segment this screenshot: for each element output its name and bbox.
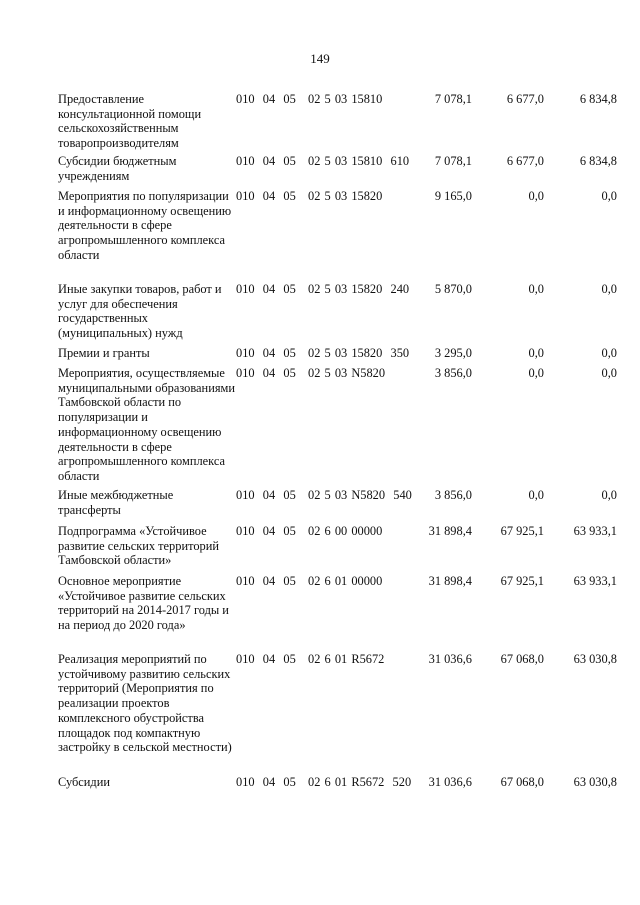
row-description: Мероприятия по популяризации и информационному освещению деятельности в сфере агропромышленного комплекса области <box>58 189 232 262</box>
row-code: 010 04 05 02 5 03 15810 <box>236 92 383 106</box>
row-code: 010 04 05 02 5 03 N5820 <box>236 366 386 380</box>
row-code: 010 04 05 02 6 01 R5672 <box>236 652 385 666</box>
row-value-3: 0,0 <box>601 282 617 296</box>
row-value-3: 63 030,8 <box>573 775 617 789</box>
row-code: 010 04 05 02 6 01 R5672 520 <box>236 775 412 789</box>
row-value-1: 31 036,6 <box>428 652 472 666</box>
row-code: 010 04 05 02 5 03 N5820 540 <box>236 488 412 502</box>
row-value-2: 67 925,1 <box>500 574 544 588</box>
row-value-3: 0,0 <box>601 488 617 502</box>
row-description: Подпрограмма «Устойчивое развитие сельских территорий Тамбовской области» <box>58 524 219 568</box>
row-value-2: 0,0 <box>528 488 544 502</box>
row-value-2: 67 925,1 <box>500 524 544 538</box>
row-value-2: 0,0 <box>528 346 544 360</box>
row-value-1: 31 036,6 <box>428 775 472 789</box>
row-code: 010 04 05 02 6 01 00000 <box>236 574 383 588</box>
row-description: Реализация мероприятий по устойчивому развитию сельских территорий (Мероприятия по реализации проектов комплексного обустройства площадок под компактную застройку в сельской местности) <box>58 652 232 755</box>
row-value-1: 31 898,4 <box>428 524 472 538</box>
row-value-1: 31 898,4 <box>428 574 472 588</box>
row-value-2: 6 677,0 <box>506 92 544 106</box>
row-value-1: 7 078,1 <box>434 92 472 106</box>
row-code: 010 04 05 02 5 03 15820 <box>236 189 383 203</box>
row-value-3: 63 933,1 <box>573 524 617 538</box>
row-value-3: 6 834,8 <box>579 92 617 106</box>
row-code: 010 04 05 02 5 03 15810 610 <box>236 154 410 168</box>
row-description: Субсидии бюджетным учреждениям <box>58 154 177 183</box>
row-value-1: 3 295,0 <box>434 346 472 360</box>
page-number: 149 <box>310 51 330 66</box>
row-value-1: 3 856,0 <box>434 488 472 502</box>
row-value-3: 0,0 <box>601 366 617 380</box>
row-description: Иные закупки товаров, работ и услуг для обеспечения государственных (муниципальных) нужд <box>58 282 222 341</box>
row-value-1: 9 165,0 <box>434 189 472 203</box>
row-description: Иные межбюджетные трансферты <box>58 488 174 517</box>
row-value-2: 67 068,0 <box>500 652 544 666</box>
row-code: 010 04 05 02 5 03 15820 350 <box>236 346 410 360</box>
row-value-3: 6 834,8 <box>579 154 617 168</box>
row-description: Премии и гранты <box>58 346 150 360</box>
row-value-2: 0,0 <box>528 282 544 296</box>
row-value-3: 63 933,1 <box>573 574 617 588</box>
row-description: Мероприятия, осуществляемые муниципальными образованиями Тамбовской области по популяризации и информационному освещению деятельности в сфере агропромышленного комплекса области <box>58 366 235 483</box>
row-value-3: 0,0 <box>601 189 617 203</box>
row-value-2: 0,0 <box>528 366 544 380</box>
row-value-2: 0,0 <box>528 189 544 203</box>
row-description: Основное мероприятие «Устойчивое развитие сельских территорий на 2014-2017 годы и на период до 2020 года» <box>58 574 229 633</box>
row-value-1: 7 078,1 <box>434 154 472 168</box>
row-value-1: 3 856,0 <box>434 366 472 380</box>
row-value-1: 5 870,0 <box>434 282 472 296</box>
row-value-2: 6 677,0 <box>506 154 544 168</box>
row-code: 010 04 05 02 6 00 00000 <box>236 524 383 538</box>
row-code: 010 04 05 02 5 03 15820 240 <box>236 282 410 296</box>
row-description: Предоставление консультационной помощи сельскохозяйственным товаропроизводителям <box>58 92 202 151</box>
row-value-3: 63 030,8 <box>573 652 617 666</box>
row-value-3: 0,0 <box>601 346 617 360</box>
row-description: Субсидии <box>58 775 110 789</box>
row-value-2: 67 068,0 <box>500 775 544 789</box>
